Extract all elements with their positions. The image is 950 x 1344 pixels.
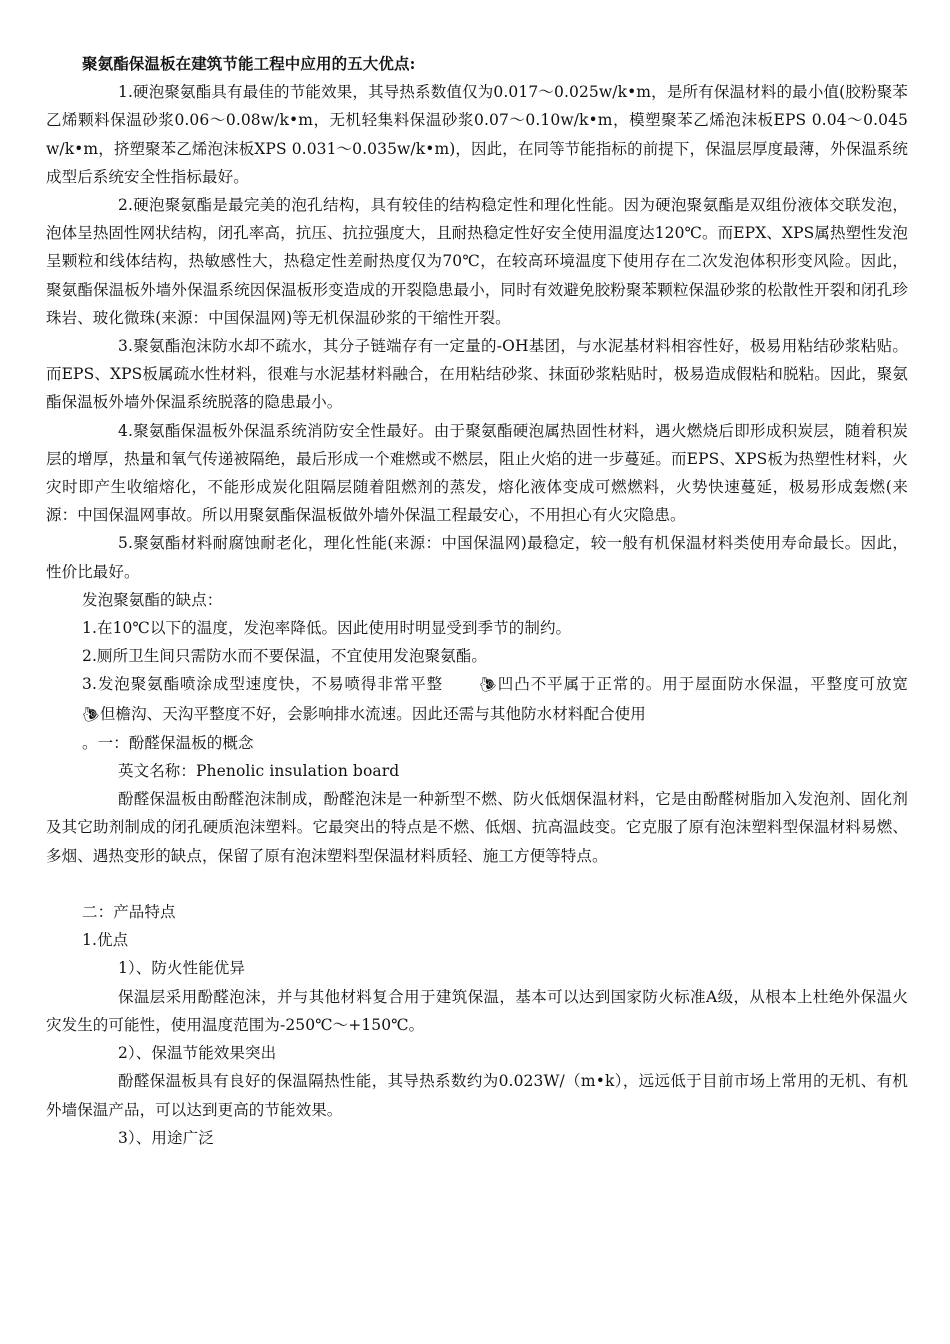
- blank-line: [46, 870, 908, 898]
- disadvantage-3-part-b: 凹凸不平属于正常的。用于屋面防水保温，平整度可放宽: [496, 675, 908, 694]
- advantage-2: 2.硬泡聚氨酯是最完美的泡孔结构，具有较佳的结构稳定性和理化性能。因为硬泡聚氨酯是双组份液体交联发泡，泡体呈热固性网状结构，闭孔率高，抗压、抗拉强度大，且耐热稳定性好安全使用温度达120℃。而EPX、XPS属热塑性发泡呈颗粒和线体结构，热敏感性大，热稳定性差耐热度仅为70℃，在较高环境温度下使用存在二次发泡体积形变风险。因此，聚氨酯保温板外墙外保温系统因保温板形变造成的开裂隐患最小，同时有效避免胶粉聚苯颗粒保温砂浆的松散性开裂和闭孔珍珠岩、玻化微珠(来源：中国保温网)等无机保温砂浆的干缩性开裂。: [46, 196, 908, 327]
- doc-title: 聚氨酯保温板在建筑节能工程中应用的五大优点:: [82, 54, 416, 73]
- concept-paragraph: 酚醛保温板由酚醛泡沫制成，酚醛泡沫是一种新型不燃、防火低烟保温材料，它是由酚醛树脂加入发泡剂、固化剂及其它助剂制成的闭孔硬质泡沫塑料。它最突出的特点是不燃、低烟、抗高温歧变。它克服了原有泡沫塑料型保温材料易燃、多烟、遇热变形的缺点，保留了原有泡沫塑料型保温材料质轻、施工方便等特点。: [46, 790, 908, 865]
- section-2-heading: 二：产品特点: [82, 903, 176, 922]
- feature-2-body: 酚醛保温板具有良好的保温隔热性能，其导热系数约为0.023W/（m•k），远远低于目前市场上常用的无机、有机外墙保温产品，可以达到更高的节能效果。: [46, 1072, 908, 1119]
- disadvantage-1: 1.在10℃以下的温度，发泡率降低。因此使用时明显受到季节的制约。: [82, 619, 572, 638]
- snail-icon: 🐌︎: [82, 706, 100, 723]
- advantage-3: 3.聚氨酯泡沫防水却不疏水，其分子链端存有一定量的-OH基团，与水泥基材料相容性好，极易用粘结砂浆粘贴。而EPS、XPS板属疏水性材料，很难与水泥基材料融合，在用粘结砂浆、抹面砂浆粘贴时，极易造成假粘和脱粘。因此，聚氨酯保温板外墙外保温系统脱落的隐患最小。: [46, 337, 908, 412]
- advantage-5: 5.聚氨酯材料耐腐蚀耐老化，理化性能(来源：中国保温网)最稳定，较一般有机保温材料类使用寿命最长。因此，性价比最好。: [46, 534, 908, 581]
- disadvantage-2: 2.厕所卫生间只需防水而不要保温，不宜使用发泡聚氨酯。: [82, 647, 487, 666]
- feature-2-title: 2）、保温节能效果突出: [118, 1044, 277, 1063]
- disadvantages-heading: 发泡聚氨酯的缺点：: [82, 590, 223, 609]
- section-1-heading: 。一：酚醛保温板的概念: [82, 733, 254, 752]
- document-page: [46, 50, 908, 1152]
- feature-1-title: 1）、防火性能优异: [118, 959, 246, 978]
- disadvantage-3: [46, 670, 908, 728]
- feature-3-title: 3）、用途广泛: [118, 1128, 214, 1147]
- english-name: 英文名称：Phenolic insulation board: [118, 762, 400, 781]
- disadvantage-3-part-c: 但檐沟、天沟平整度不好，会影响排水流速。因此还需与其他防水材料配合使用: [99, 704, 646, 723]
- snail-icon: 🐌︎: [479, 677, 497, 694]
- advantage-1: 1.硬泡聚氨酯具有最佳的节能效果，其导热系数值仅为0.017～0.025w/k•m，是所有保温材料的最小值(胶粉聚苯乙烯颗料保温砂浆0.06～0.08w/k•m，无机轻集料保温砂浆0.07～0.10w/k•m，模塑聚苯乙烯泡沫板EPS 0.04～0.045w/k•m，挤塑聚苯乙烯泡沫板XPS 0.031～0.035w/k•m)，因此，在同等节能指标的前提下，保温层厚度最薄，外保温系统成型后系统安全性指标最好。: [46, 83, 908, 186]
- subsection-advantages: 1.优点: [82, 931, 129, 950]
- disadvantage-3-part-a: 3.发泡聚氨酯喷涂成型速度快，不易喷得非常平整: [82, 675, 444, 694]
- feature-1-body: 保温层采用酚醛泡沫，并与其他材料复合用于建筑保温，基本可以达到国家防火标准A级，从根本上杜绝外保温火灾发生的可能性，使用温度范围为-250℃～+150℃。: [46, 987, 908, 1034]
- advantage-4: 4.聚氨酯保温板外保温系统消防安全性最好。由于聚氨酯硬泡属热固性材料，遇火燃烧后即形成积炭层，随着积炭层的增厚，热量和氧气传递被隔绝，最后形成一个难燃或不燃层，阻止火焰的进一步蔓延。而EPS、XPS板为热塑性材料，火灾时即产生收缩熔化，不能形成炭化阻隔层随着阻燃剂的蒸发，熔化液体变成可燃燃料，火势快速蔓延，极易形成轰燃(来源：中国保温网事故。所以用聚氨酯保温板做外墙外保温工程最安心，不用担心有火灾隐患。: [46, 421, 908, 525]
